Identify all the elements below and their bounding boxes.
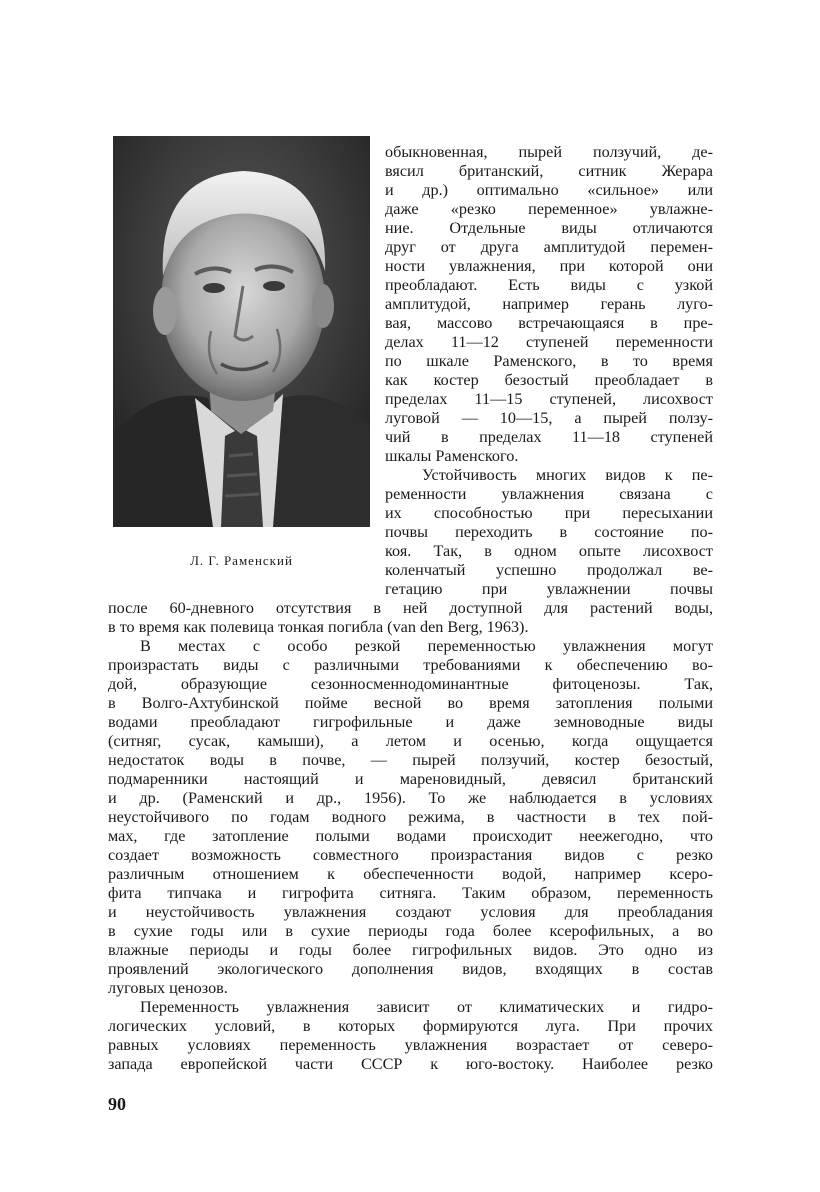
portrait-photo xyxy=(113,136,370,527)
text-line: гетацию при увлажнении почвы xyxy=(385,580,713,598)
portrait-image xyxy=(113,136,370,527)
text-line: различным отношением к обеспеченности водой, например ксеро- xyxy=(108,865,713,883)
text-line: вая, массово встречающаяся в пре- xyxy=(385,314,713,332)
text-line: в сухие годы или в сухие периоды года более ксерофильных, а во xyxy=(108,922,713,940)
text-line: в то время как полевица тонкая погибла (van den Berg, 1963). xyxy=(108,618,529,636)
text-line: друг от друга амплитудой перемен- xyxy=(385,238,713,256)
text-line: в Волго-Ахтубинской пойме весной во время затопления полыми xyxy=(108,694,713,712)
text-line: после 60-дневного отсутствия в ней доступной для растений воды, xyxy=(108,599,713,617)
page-number: 90 xyxy=(108,1094,126,1114)
text-line: водами преобладают гигрофильные и даже земноводные виды xyxy=(108,713,713,731)
text-line: чий в пределах 11—18 ступеней xyxy=(385,428,713,446)
text-line: как костер безостый преобладает в xyxy=(385,371,713,389)
text-line: даже «резко переменное» увлажне- xyxy=(385,200,713,218)
text-line: луговой — 10—15, а пырей ползу- xyxy=(385,409,713,427)
text-line: произрастать виды с различными требованиями к обеспечению во- xyxy=(108,656,713,674)
text-line: делах 11—12 ступеней переменности xyxy=(385,333,713,351)
text-line: обыкновенная, пырей ползучий, де- xyxy=(385,143,713,161)
text-line: и др. (Раменский и др., 1956). То же наблюдается в условиях xyxy=(108,789,713,807)
text-line: мах, где затопление полыми водами происходит неежегодно, что xyxy=(108,827,713,845)
text-line: ременности увлажнения связана с xyxy=(385,485,713,503)
text-line: шкалы Раменского. xyxy=(385,447,519,465)
text-line: ние. Отдельные виды отличаются xyxy=(385,219,713,237)
text-line: коленчатый успешно продолжал ве- xyxy=(385,561,713,579)
text-line: их способностью при пересыхании xyxy=(385,504,713,522)
text-line: проявлений экологического дополнения видов, входящих в состав xyxy=(108,960,713,978)
text-line: запада европейской части СССР к юго-востоку. Наиболее резко xyxy=(108,1055,713,1073)
figure-caption: Л. Г. Раменский xyxy=(190,553,293,568)
text-line: логических условий, в которых формируются луга. При прочих xyxy=(108,1017,713,1035)
text-line: коя. Так, в одном опыте лисохвост xyxy=(385,542,713,560)
text-line: (ситняг, сусак, камыши), а летом и осенью, когда ощущается xyxy=(108,732,713,750)
text-line: неустойчивого по годам водного режима, в частности в тех пой- xyxy=(108,808,713,826)
text-line: равных условиях переменность увлажнения возрастает от северо- xyxy=(108,1036,713,1054)
text-line: создает возможность совместного произрастания видов с резко xyxy=(108,846,713,864)
text-line: пределах 11—15 ступеней, лисохвост xyxy=(385,390,713,408)
text-line: почвы переходить в состояние по- xyxy=(385,523,713,541)
text-line: недостаток воды в почве, — пырей ползучий, костер безостый, xyxy=(108,751,713,769)
text-line: фита типчака и гигрофита ситняга. Таким образом, переменность xyxy=(108,884,713,902)
text-line: по шкале Раменского, в то время xyxy=(385,352,713,370)
text-line: ности увлажнения, при которой они xyxy=(385,257,713,275)
paragraph-start-line: В местах с особо резкой переменностью увлажнения могут xyxy=(140,637,713,655)
text-line: влажные периоды и годы более гигрофильных видов. Это одно из xyxy=(108,941,713,959)
text-line: и др.) оптимально «сильное» или xyxy=(385,181,713,199)
text-line: преобладают. Есть виды с узкой xyxy=(385,276,713,294)
paragraph-start-line: Устойчивость многих видов к пе- xyxy=(422,466,713,484)
text-line: амплитудой, например герань луго- xyxy=(385,295,713,313)
text-line: подмаренники настоящий и мареновидный, девясил британский xyxy=(108,770,713,788)
text-line: дой, образующие сезонносменнодоминантные фитоценозы. Так, xyxy=(108,675,713,693)
paragraph-start-line: Переменность увлажнения зависит от климатических и гидро- xyxy=(140,998,713,1016)
text-line: вясил британский, ситник Жерара xyxy=(385,162,713,180)
text-line: луговых ценозов. xyxy=(108,979,228,997)
text-line: и неустойчивость увлажнения создают условия для преобладания xyxy=(108,903,713,921)
